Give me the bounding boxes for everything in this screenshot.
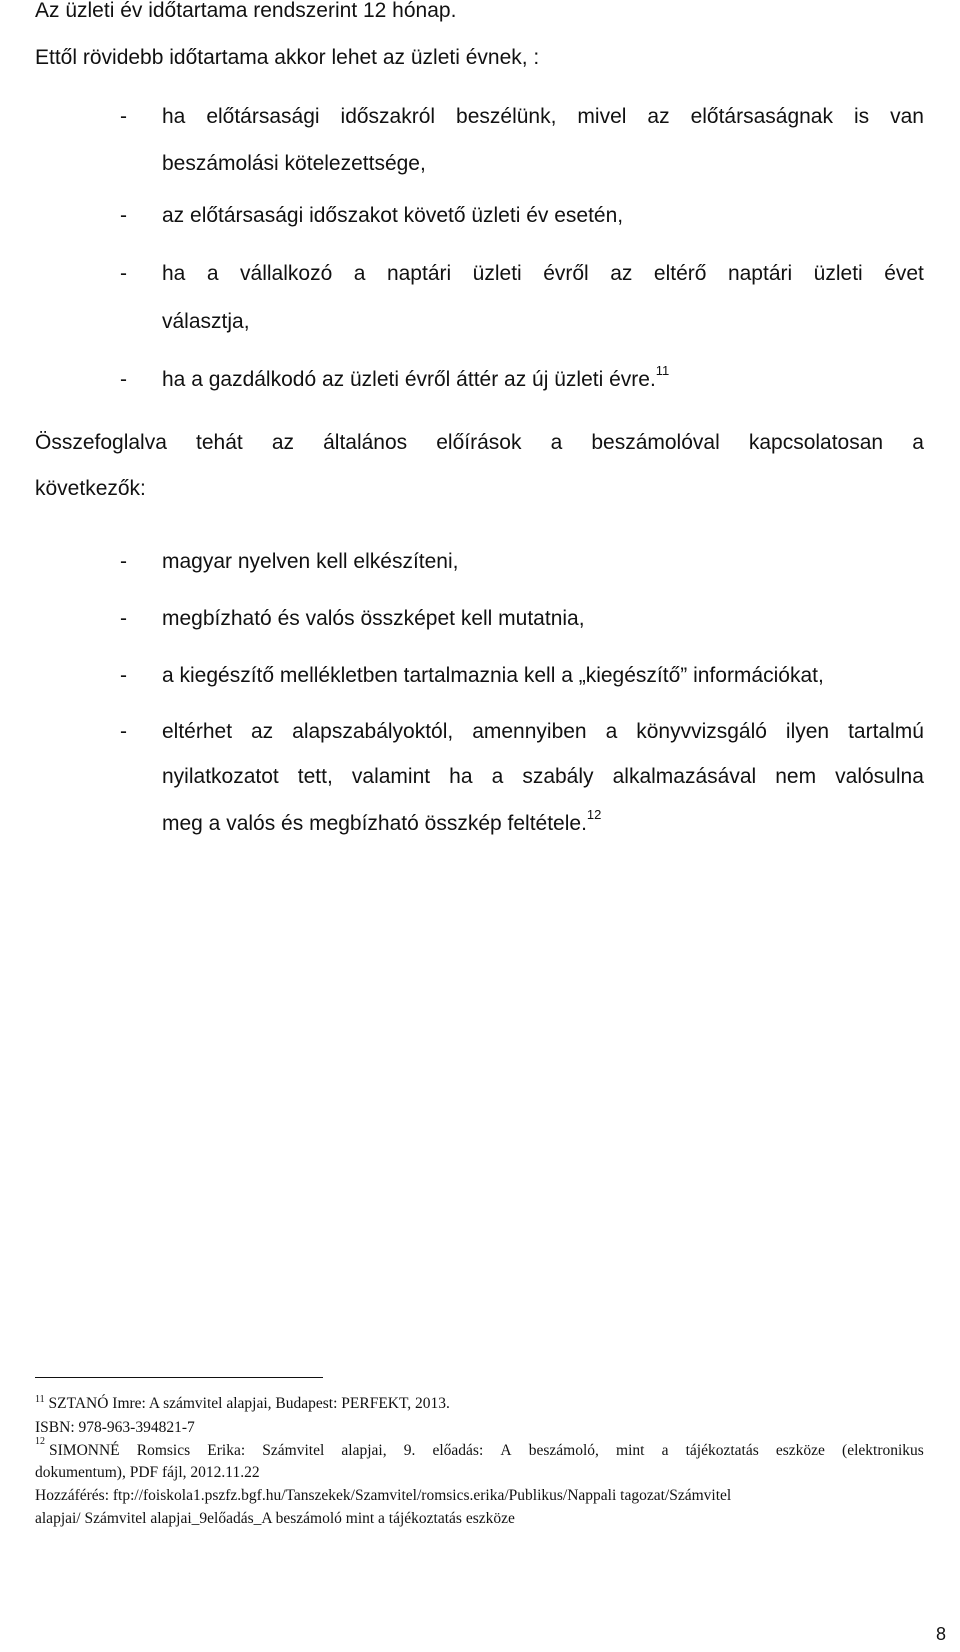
summary-line-1 (35, 431, 924, 455)
list1-item1-line2: beszámolási kötelezettsége, (162, 152, 426, 175)
word: évet (884, 262, 924, 285)
word: évről (543, 262, 589, 285)
summary-line-2: következők: (35, 477, 146, 500)
list1-item4-line1 (162, 363, 670, 392)
footnote-12-number: 12 (35, 1436, 45, 1447)
word: Romsics (136, 1442, 191, 1459)
list1-item2-line1: az előtársasági időszakot követő üzleti év esetén, (162, 204, 624, 227)
word: a (912, 431, 924, 454)
word: Erika: (207, 1442, 246, 1459)
word: a (491, 765, 504, 788)
list2-item2-dash: - (120, 607, 127, 630)
footnote-11-line1 (35, 1395, 450, 1413)
word: előadás: (432, 1442, 484, 1459)
word: vállalkozó (240, 262, 333, 285)
word: alkalmazásával (612, 765, 757, 788)
word: naptári (727, 262, 793, 285)
word: ha (162, 105, 186, 128)
footnote-separator (35, 1377, 323, 1378)
word: előtársasági (206, 105, 320, 128)
word: mivel (577, 105, 627, 128)
word: 9. (403, 1442, 416, 1459)
word: az (271, 431, 294, 454)
list2-item1-line1: magyar nyelven kell elkészíteni, (162, 550, 459, 573)
word: tartalmú (848, 720, 924, 743)
footnote-12-line3: Hozzáférés: ftp://foiskola1.pszfz.bgf.hu/Tanszekek/Szamvitel/romsics.erika/Publikus/Nappali tagozat/Számvitel (35, 1487, 732, 1504)
footnote-ref-12: 12 (586, 807, 602, 822)
list2-item2-line1: megbízható és valós összképet kell mutatnia, (162, 607, 585, 630)
word: ha (449, 765, 473, 788)
word: beszámolóval (591, 431, 720, 454)
word: szabály (522, 765, 594, 788)
footnote-11-text: SZTANÓ Imre: A számvitel alapjai, Budapest: PERFEKT, 2013. (48, 1395, 450, 1412)
footnote-11-number: 11 (35, 1393, 45, 1405)
word: időszakról (340, 105, 436, 128)
list1-item4-dash: - (120, 368, 127, 391)
word: A (500, 1442, 512, 1459)
word: előírások (436, 431, 522, 454)
word: Összefoglalva (35, 431, 167, 454)
list1-item4-text: ha a gazdálkodó az üzleti évről áttér az új üzleti évre. (162, 368, 656, 391)
word: van (890, 105, 924, 128)
list1-item3-dash: - (120, 262, 127, 285)
word: mint (616, 1442, 645, 1459)
word: üzleti (472, 262, 522, 285)
word: valósulna (835, 765, 924, 788)
list2-item4-text: meg a valós és megbízható összkép feltétele. (162, 812, 587, 835)
word: alapjai, (341, 1442, 387, 1459)
word: eltérő (653, 262, 707, 285)
word: üzleti (813, 262, 863, 285)
list1-item1-line1 (162, 105, 924, 129)
word: az (647, 105, 670, 128)
list2-item4-line2 (162, 765, 924, 789)
word: ha (162, 262, 186, 285)
word: a (605, 720, 618, 743)
word: beszámoló, (528, 1442, 599, 1459)
list1-item2-dash: - (120, 204, 127, 227)
word: a (661, 1442, 669, 1459)
list1-item3-line1 (162, 262, 924, 286)
word: beszélünk, (456, 105, 557, 128)
word: valamint (351, 765, 431, 788)
list2-item1-dash: - (120, 550, 127, 573)
word: könyvvizsgáló (636, 720, 767, 743)
word: kapcsolatosan (748, 431, 884, 454)
word: eltérhet (162, 720, 233, 743)
word: is (853, 105, 870, 128)
word: tehát (196, 431, 243, 454)
word: általános (323, 431, 408, 454)
word: az (610, 262, 633, 285)
word: amennyiben (472, 720, 587, 743)
word: a (550, 431, 563, 454)
footnote-12-line4: alapjai/ Számvitel alapjai_9előadás_A beszámoló mint a tájékoztatás eszköze (35, 1510, 515, 1527)
word: tájékoztatás (685, 1442, 759, 1459)
footnote-ref-11: 11 (655, 363, 670, 378)
word: Számvitel (262, 1442, 325, 1459)
word: eszköze (775, 1442, 825, 1459)
list2-item4-dash: - (120, 720, 127, 743)
intro-line-1: Az üzleti év időtartama rendszerint 12 hónap. (35, 0, 457, 22)
list2-item3-line1: a kiegészítő mellékletben tartalmaznia kell a „kiegészítő” információkat, (162, 664, 824, 687)
word: tett, (297, 765, 333, 788)
word: nyilatkozatot (162, 765, 279, 788)
word: SIMONNÉ (49, 1442, 120, 1459)
word: a (206, 262, 219, 285)
intro-line-2: Ettől rövidebb időtartama akkor lehet az üzleti évnek, : (35, 46, 540, 69)
list1-item3-line2: választja, (162, 310, 250, 333)
word: (elektronikus (842, 1442, 924, 1459)
word: alapszabályoktól, (292, 720, 454, 743)
page-number: 8 (935, 1624, 946, 1644)
list2-item3-dash: - (120, 664, 127, 687)
list1-item1-dash: - (120, 105, 127, 128)
word: nem (775, 765, 817, 788)
word: az (251, 720, 274, 743)
footnote-12-line1-text (49, 1442, 924, 1460)
word: naptári (386, 262, 452, 285)
list2-item4-line3 (162, 807, 602, 836)
footnote-12-line2: dokumentum), PDF fájl, 2012.11.22 (35, 1464, 260, 1481)
list2-item4-line1 (162, 720, 924, 744)
word: a (353, 262, 366, 285)
word: előtársaságnak (690, 105, 833, 128)
footnote-12-line1 (35, 1436, 924, 1460)
footnote-11-line2: ISBN: 978-963-394821-7 (35, 1419, 195, 1436)
word: ilyen (785, 720, 830, 743)
